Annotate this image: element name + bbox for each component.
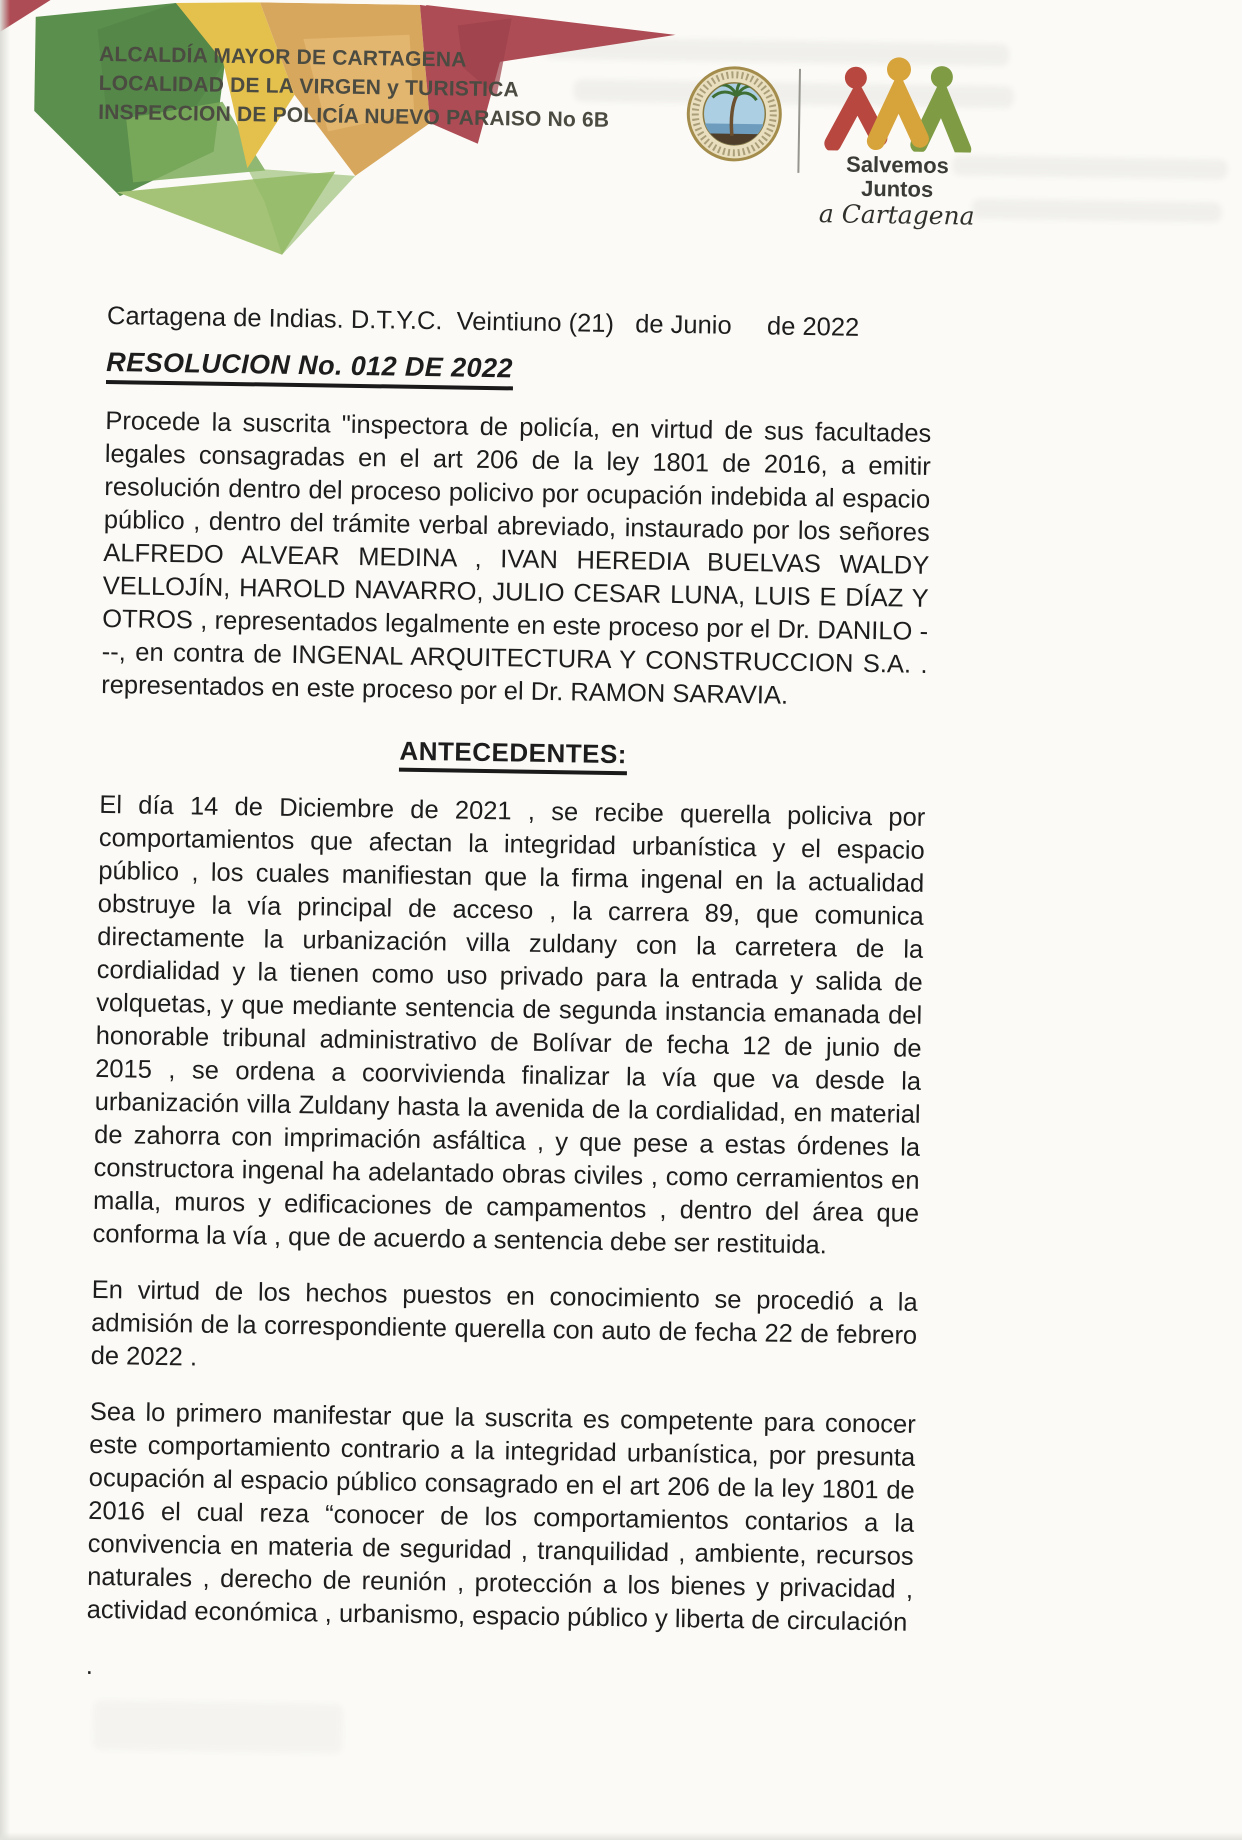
letterhead-line-2: LOCALIDAD DE LA VIRGEN y TURISTICA [98,71,520,102]
letterhead-brand [657,53,1080,230]
document-body [86,405,932,1696]
section-heading: ANTECEDENTES: [100,730,926,776]
letterhead [0,0,1242,283]
date-line: Cartagena de Indias. D.T.Y.C. Veintiuno (21) de Junio de 2022 [106,301,860,342]
slogan-text: Salvemos Juntos [845,151,950,202]
paragraph: Procede la suscrita "inspectora de policía, en virtud de sus facultades legales consagradas en el art 206 de la ley 1801 de 2016, a emitir resolución dentro del proceso policivo por ocupación indebida al espacio público , dentro del trámite verbal abreviado, instaurado por los señores ALFREDO ALVEAR MEDINA , IVAN HEREDIA BUELVAS WALDY VELLOJÍN, HAROLD NAVARRO, JULIO CESAR LUNA, LUIS E DÍAZ Y OTROS , representados legalmente en este proceso por el Dr. DANILO ---, en contra de INGENAL ARQUITECTURA Y CONSTRUCCION S.A. . representados en este proceso por el Dr. RAMON SARAVIA. [101,406,932,710]
cartagena-seal-icon [686,65,783,162]
letterhead-line-1: ALCALDÍA MAYOR DE CARTAGENA [98,42,467,72]
paragraph: Sea lo primero manifestar que la suscrita es competente para conocer este comportamiento contrario a la integridad urbanística, por presunta ocupación al espacio público consagrado en el art 206 de la ley 1801 de 2016 el cual reza “conocer de los comportamientos contarios a la convivencia en materia de seguridad , tranquilidad , ambiente, recursos naturales , derecho de reunión , protección a los bienes y privacidad , actividad económica , urbanismo, espacio público y liberta de circulación [86,1397,916,1637]
resolution-title [106,346,932,392]
document-text [85,300,933,1719]
paragraph: El día 14 de Diciembre de 2021 , se recibe querella policiva por comportamientos que afectan la integridad urbanística y el espacio público , los cuales manifiestan que la firma ingenal en la actualidad obstruye la vía principal de acceso , la carrera 89, que comunica directamente la urbanización villa zuldany con la carretera de la cordialidad y la tienen como uso privado para la entrada y salida de volquetas, y que mediante sentencia de segunda instancia emanada del honorable tribunal administrativo de Bolívar de fecha 12 de junio de 2015 , se ordena a coorvivienda finalizar la vía que va desde la urbanización villa Zuldany hasta la avenida de la cordialidad, en material de zahorra con imprimación asfáltica , y que pese a estas órdenes la constructora ingenal ha adelantado obras civiles , como cerramientos en malla, muros y edificaciones de campamentos , dentro del área que conforma la vía , que de acuerdo a sentencia debe ser restituida. [92,790,926,1260]
brand-divider [797,69,801,173]
paragraph: En virtud de los hechos puestos en conocimiento se procedió a la admisión de la correspondiente querella con auto de fecha 22 de febrero de 2022 . [90,1275,918,1372]
paragraph: . [85,1651,94,1680]
slogan-script-text: a Cartagena [818,199,975,231]
letterhead-text [98,40,619,135]
letterhead-line-3: INSPECCION DE POLICÍA NUEVO PARAISO No 6B [98,100,610,132]
resolution-title-text: RESOLUCION No. 012 DE 2022 [106,347,513,390]
city-slogan [807,55,990,231]
people-logo-icon [823,55,974,152]
scan-edge-shadow [0,1832,1242,1840]
scan-edge-shadow [0,0,10,1840]
